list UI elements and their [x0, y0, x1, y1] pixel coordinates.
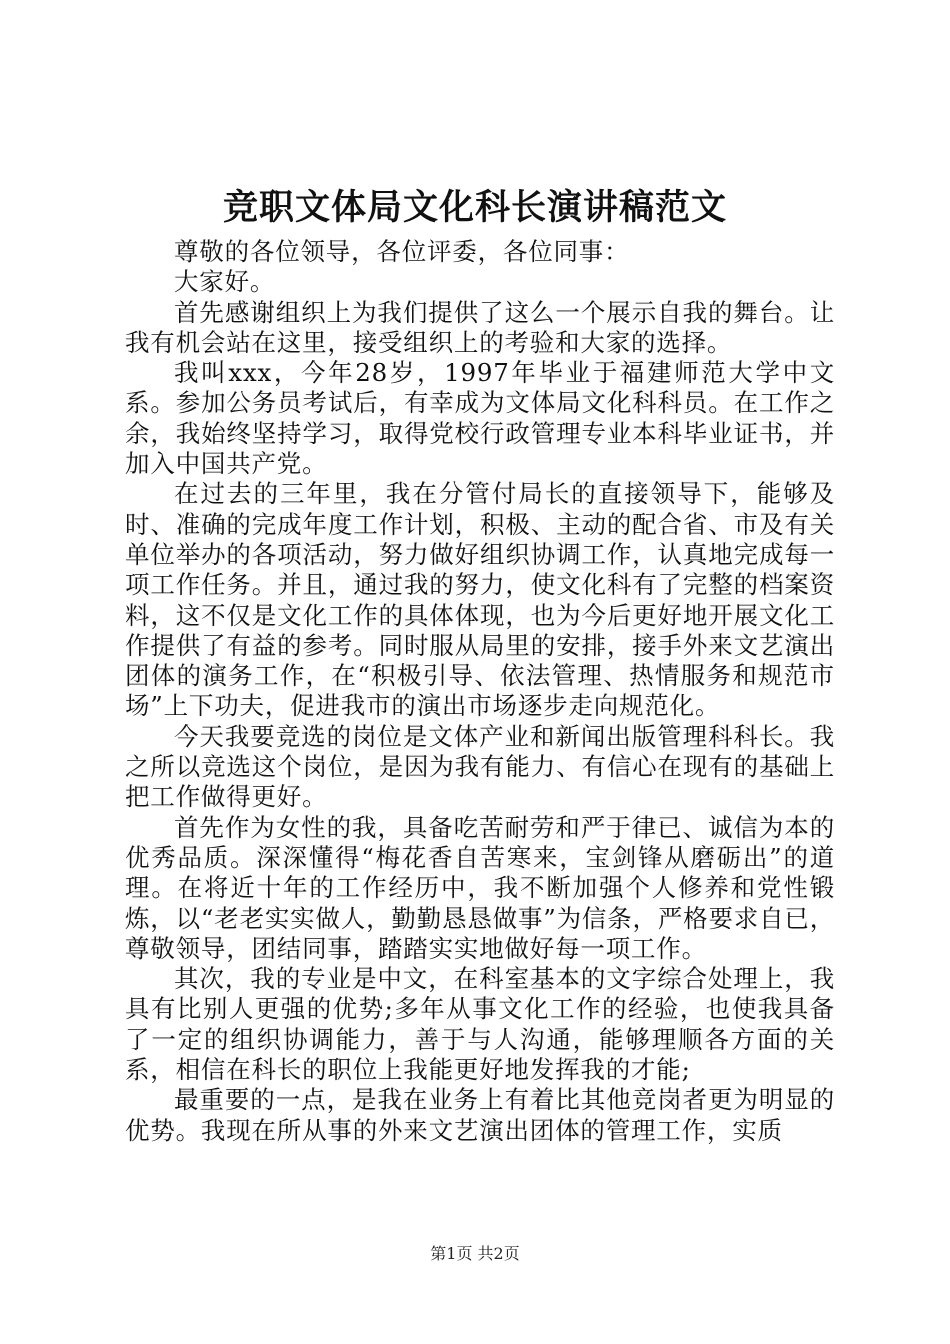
paragraph-past-work: 在过去的三年里，我在分管付局长的直接领导下，能够及时、准确的完成年度工作计划，积极、主动的配合省、市及有关单位举办的各项活动，努力做好组织协调工作，认真地完成每一项工作任务。并且，通过我的努力，使文化科有了完整的档案资料，这不仅是文化工作的具体体现，也为今后更好地开展文化工作提供了有益的参考。同时服从局里的安排，接手外来文艺演出团体的演务工作，在“积极引导、依法管理、热情服务和规范市场”上下功夫，促进我市的演出市场逐步走向规范化。: [125, 479, 835, 721]
paragraph-first-advantage: 首先作为女性的我，具备吃苦耐劳和严于律已、诚信为本的优秀品质。深深懂得“梅花香自苦寒来，宝剑锋从磨砺出”的道理。在将近十年的工作经历中，我不断加强个人修养和党性锻炼，以“老老实实做人，勤勤恳恳做事”为信条，严格要求自已，尊敬领导，团结同事，踏踏实实地做好每一项工作。: [125, 812, 835, 963]
page-footer: [0, 1243, 950, 1265]
paragraph-second-advantage: 其次，我的专业是中文，在科室基本的文字综合处理上，我具有比别人更强的优势;多年从事文化工作的经验，也使我具备了一定的组织协调能力，善于与人沟通，能够理顺各方面的关系，相信在科长的职位上我能更好地发挥我的才能;: [125, 964, 835, 1085]
document-title: 竞职文体局文化科长演讲稿范文: [222, 187, 727, 228]
paragraph-key-advantage: 最重要的一点，是我在业务上有着比其他竞岗者更为明显的优势。我现在所从事的外来文艺演出团体的管理工作，实质: [125, 1085, 835, 1145]
paragraph-salutation: 尊敬的各位领导，各位评委，各位同事：: [174, 237, 630, 266]
page-number: 第1页 共2页: [430, 1244, 520, 1263]
paragraph-thanks: 首先感谢组织上为我们提供了这么一个展示自我的舞台。让我有机会站在这里，接受组织上的考验和大家的选择。: [125, 297, 835, 357]
paragraph-target-position: 今天我要竞选的岗位是文体产业和新闻出版管理科科长。我之所以竞选这个岗位，是因为我有能力、有信心在现有的基础上把工作做得更好。: [125, 721, 835, 812]
paragraph-introduction: 我叫xxx，今年28岁，1997年毕业于福建师范大学中文系。参加公务员考试后，有幸成为文体局文化科科员。在工作之余，我始终坚持学习，取得党校行政管理专业本科毕业证书，并加入中国共产党。: [125, 358, 835, 479]
document-body: [125, 237, 835, 1146]
paragraph-greeting: 大家好。: [174, 267, 276, 297]
